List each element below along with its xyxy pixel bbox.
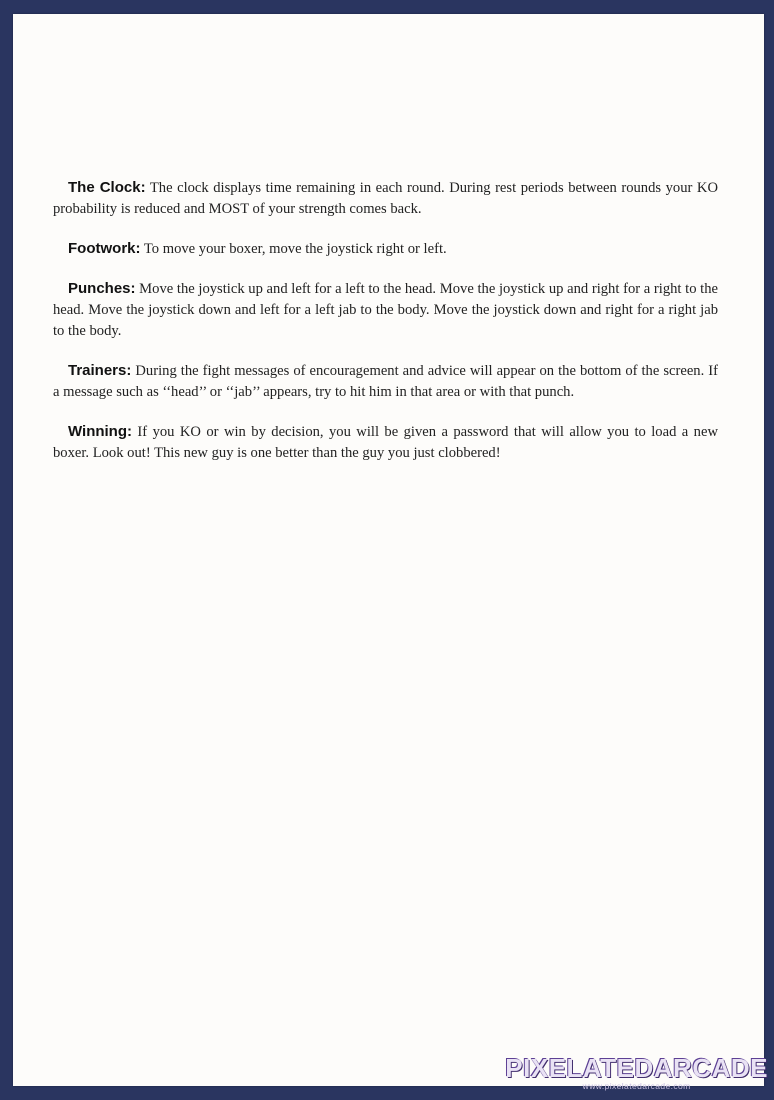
watermark-logo — [505, 1053, 768, 1091]
clock-text: The clock displays time remaining in each round. During rest periods between rounds your KO probability is reduced and MOST of your strength comes back. — [53, 180, 718, 217]
winning-paragraph — [53, 421, 718, 464]
watermark-name: PIXELATEDARCADE — [505, 1053, 768, 1083]
trainers-paragraph — [53, 360, 718, 403]
trainers-text: During the fight messages of encouragement and advice will appear on the bottom of the screen. If a message such as ‘‘head’’ or ‘‘jab’’ appears, try to hit him in that area or with that punch. — [53, 363, 718, 400]
punches-paragraph — [53, 278, 718, 342]
watermark-url: www.pixelatedarcade.com — [582, 1081, 691, 1091]
punches-heading: Punches: — [68, 280, 136, 297]
footwork-paragraph — [53, 238, 718, 260]
winning-text: If you KO or win by decision, you will be given a password that will allow you to load a new boxer. Look out! This new guy is one better than the guy you just clobbered! — [53, 424, 718, 461]
instructions-section — [53, 177, 718, 482]
footwork-heading: Footwork: — [68, 240, 141, 257]
winning-heading: Winning: — [68, 423, 133, 440]
footwork-text: To move your boxer, move the joystick right or left. — [140, 241, 447, 257]
manual-page — [13, 14, 764, 1086]
trainers-heading: Trainers: — [68, 362, 132, 379]
clock-heading: The Clock: — [68, 179, 146, 196]
clock-paragraph — [53, 177, 718, 220]
punches-text: Move the joystick up and left for a left to the head. Move the joystick up and right for a right to the head. Move the joystick down and left for a left jab to the body. Move the joystick down and right for a right jab to the body. — [53, 281, 718, 339]
